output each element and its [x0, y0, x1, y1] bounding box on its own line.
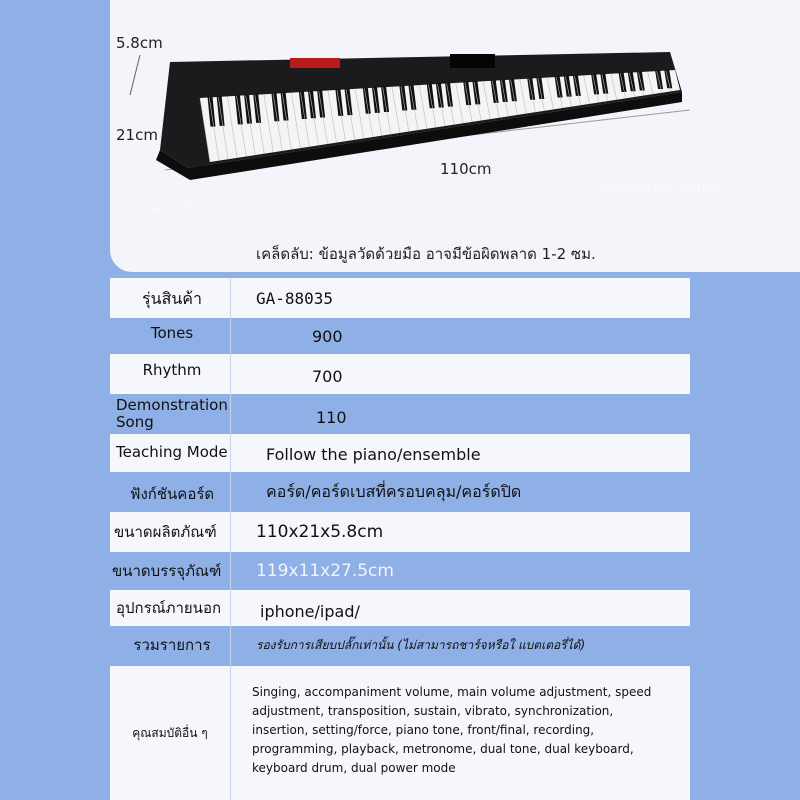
spec-value: 900	[312, 326, 343, 346]
spec-row	[0, 394, 800, 434]
spec-label: อุปกรณ์ภายนอก	[116, 598, 222, 617]
spec-label: Tones	[150, 323, 194, 342]
spec-label: Teaching Mode	[116, 442, 228, 461]
left-background-strip	[0, 0, 110, 272]
spec-value: GA-88035	[256, 288, 334, 308]
spec-label: Rhythm	[142, 360, 202, 379]
spec-value: 119x11x27.5cm	[256, 561, 394, 581]
features-text: Singing, accompaniment volume, main volume adjustment, speed adjustment, transposition, sustain, vibrato, synchronization, insertion, setting/force, piano tone, front/final, recording, programming, playback, metronome, dual tone, dual keyboard, keyboard drum, dual power mode	[252, 685, 652, 775]
spec-value: คอร์ด/คอร์ดเบสที่ครอบคลุม/คอร์ดปิด	[266, 481, 522, 501]
spec-label: ขนาดผลิตภัณฑ์	[114, 522, 217, 541]
spec-row	[0, 590, 800, 626]
spec-row	[0, 354, 800, 394]
watermark: wonderful sound	[150, 200, 270, 216]
watermark: wonderful sound	[600, 180, 720, 196]
spec-value: 110x21x5.8cm	[256, 522, 384, 542]
spec-label: Demonstration Song	[116, 396, 228, 431]
spec-label: ฟังก์ชันคอร์ด	[129, 484, 215, 503]
spec-row	[0, 434, 800, 472]
spec-label: คุณสมบัติอื่น ๆ	[132, 725, 208, 740]
spec-label: ขนาดบรรจุภัณฑ์	[112, 561, 222, 580]
spec-row	[0, 552, 800, 590]
spec-value: 700	[312, 366, 343, 386]
spec-value: 110	[316, 407, 347, 427]
width-dimension: 110cm	[440, 160, 492, 178]
height-dimension: 5.8cm	[116, 34, 163, 52]
spec-row	[0, 278, 800, 318]
spec-value: Follow the piano/ensemble	[266, 444, 481, 464]
spec-row	[0, 472, 800, 512]
spec-value: iphone/ipad/	[260, 601, 360, 621]
measurement-tip: เคล็ดลับ: ข้อมูลวัดด้วยมือ อาจมีข้อผิดพลาด 1-2 ซม.	[256, 245, 596, 263]
spec-row	[0, 318, 800, 354]
spec-value: รองรับการเสียบปลั๊กเท่านั้น (ไม่สามารถชาร์จหรือใ แบตเตอรี่ได้)	[256, 637, 586, 652]
spec-row	[0, 512, 800, 552]
spec-label: รวมรายการ	[133, 635, 211, 654]
spec-label: รุ่นสินค้า	[142, 288, 202, 308]
depth-dimension: 21cm	[116, 126, 158, 144]
spec-row	[0, 626, 800, 666]
